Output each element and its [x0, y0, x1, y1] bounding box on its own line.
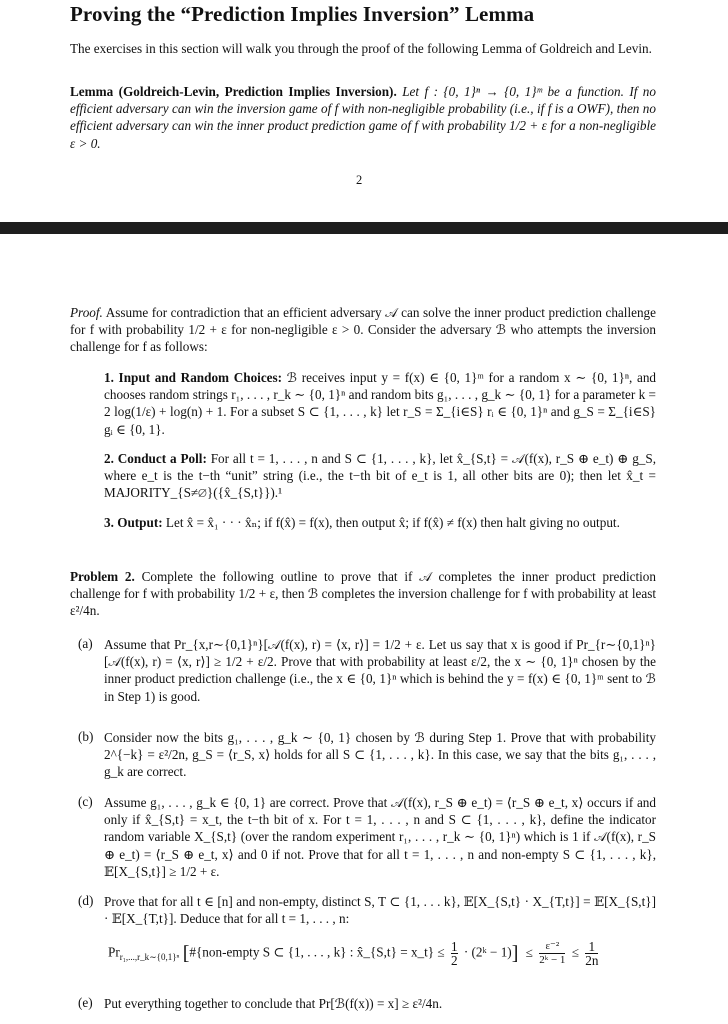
- lemma-block: [70, 83, 656, 152]
- eq-half-den: 2: [450, 953, 458, 968]
- step-2-text: For all t = 1, . . . , n and S ⊂ {1, . . . , k}, let x̂_{S,t} = 𝒜(f(x), r_S ⊕ e_t) ⊕ g_S, where e_t is the t−th “unit” string (i.e., the t−th bit of e_t is 1, all other bits are 0); then let x̂_t = MAJORITY_{S≠∅}({x̂_{S,t}}).¹: [104, 451, 657, 501]
- step-2-label: 2. Conduct a Poll:: [104, 451, 207, 466]
- eq-frac1-num: ε⁻²: [539, 940, 565, 954]
- proof-paragraph: [70, 304, 656, 356]
- part-e-label: (e): [78, 995, 93, 1010]
- section-title: Proving the “Prediction Implies Inversion” Lemma: [70, 2, 535, 26]
- display-equation: $Pr_{r_1,...,r\_k\sim\{0,1\}^n}$ [#{non-empty S ⊂ {1, . . . , k} : x̂_{S,t} = x_t} ≤ $\frac{1}{2}$ · (2ᵏ − 1)] ≤ $\frac{\text{ε⁻²}}{\text{2ᵏ − 1}}$ ≤ $\frac{1}{2n}$: [108, 939, 599, 968]
- step-1-text: ℬ receives input y = f(x) ∈ {0, 1}ᵐ for a random x ∼ {0, 1}ⁿ, and chooses random strings r₁, . . . , r_k ∼ {0, 1}ⁿ and random bits g₁, . . . , g_k ∼ {0, 1} for a parameter k = 2 log(1/ε) + log(n) + 1. For a subset S ⊂ {1, . . . , k} let r_S = Σ_{i∈S} rᵢ ∈ {0, 1}ⁿ and g_S = Σ_{i∈S} gᵢ ∈ {0, 1}.: [104, 370, 657, 437]
- page-1: [0, 0, 728, 222]
- step-3-label: 3. Output:: [104, 515, 163, 530]
- proof-label: Proof.: [70, 305, 103, 320]
- step-1-label: 1. Input and Random Choices:: [104, 370, 283, 385]
- proof-text: Assume for contradiction that an efficient adversary 𝒜 can solve the inner product prediction challenge for f with probability 1/2 + ε for non-negligible ε > 0. Consider the adversary ℬ who attempts the inversion challenge for f as follows:: [70, 305, 657, 355]
- step-2: [104, 450, 656, 502]
- eq-pr: Pr: [108, 944, 120, 960]
- part-a-text: Assume that Pr_{x,r∼{0,1}ⁿ}[𝒜(f(x), r) = ⟨x, r⟩] = 1/2 + ε. Let us say that x is good if Pr_{r∼{0,1}ⁿ}[𝒜(f(x), r) = ⟨x, r⟩] ≥ 1/2 + ε/2. Prove that with probability at least ε/2, the x ∼ {0, 1}ⁿ chosen by the inner product prediction challenge (i.e., the x ∈ {0, 1}ⁿ which is behind the y = f(x) ∈ {0, 1}ᵐ sent to ℬ in Step 1) is good.: [104, 637, 656, 704]
- part-d-text: Prove that for all t ∈ [n] and non-empty, distinct S, T ⊂ {1, . . . k}, 𝔼[X_{S,t} · X_{T,t}] = 𝔼[X_{S,t}] · 𝔼[X_{T,t}]. Deduce that for all t = 1, . . . , n:: [104, 894, 656, 927]
- part-e-text: Put everything together to conclude that Pr[ℬ(f(x)) = x] ≥ ε²/4n.: [104, 996, 443, 1011]
- eq-le-1: ≤: [525, 944, 533, 960]
- step-1: [104, 369, 656, 438]
- part-d-label: (d): [78, 893, 94, 908]
- page-divider: [0, 222, 728, 234]
- eq-frac2-den: 2n: [585, 953, 599, 968]
- eq-frac1-den: 2ᵏ − 1: [539, 954, 566, 966]
- page-number: 2: [356, 173, 363, 187]
- eq-pr-subscript: r₁,...,r_k∼{0,1}ⁿ: [119, 952, 180, 963]
- part-a-label: (a): [78, 636, 93, 651]
- problem-statement: [70, 568, 656, 620]
- lemma-text: Let f : {0, 1}ⁿ → {0, 1}ᵐ be a function. If no efficient adversary can win the inversion game of f with non-negligible probability (i.e., if f is a OWF), then no efficient adversary can win the inner product prediction game of f with probability 1/2 + ε for a non-negligible ε > 0.: [70, 84, 656, 151]
- problem-text: Complete the following outline to prove that if 𝒜 completes the inner product prediction challenge for f with probability 1/2 + ε, then ℬ completes the inversion challenge for f with probability at least ε²/4n.: [70, 569, 656, 619]
- part-c-label: (c): [78, 794, 93, 809]
- eq-mid: · (2ᵏ − 1): [463, 944, 512, 960]
- eq-le-2: ≤: [571, 944, 579, 960]
- step-3: [104, 514, 656, 531]
- part-b-label: (b): [78, 729, 94, 744]
- step-3-text: Let x̂ = x̂₁ · · · x̂ₙ; if f(x̂) = f(x), then output x̂; if f(x̂) ≠ f(x) then halt giving no output.: [165, 515, 620, 530]
- eq-body: #{non-empty S ⊂ {1, . . . , k} : x̂_{S,t} = x_t} ≤: [189, 944, 445, 960]
- intro-paragraph: The exercises in this section will walk you through the proof of the following Lemma of Goldreich and Levin.: [70, 41, 652, 56]
- eq-half-num: 1: [450, 939, 458, 954]
- problem-label: Problem 2.: [70, 569, 135, 584]
- eq-frac2-num: 1: [585, 940, 598, 954]
- part-c-text: Assume g₁, . . . , g_k ∈ {0, 1} are correct. Prove that 𝒜(f(x), r_S ⊕ e_t) = ⟨r_S ⊕ e_t, x⟩ occurs if and only if x̂_{S,t} = x_t, the t−th bit of x. For t = 1, . . . , n and S ⊂ {1, . . . , k}, define the indicator random variable X_{S,t} (over the random experiment r₁, . . . , r_k ∼ {0, 1}ⁿ) which is 1 if 𝒜(f(x), r_S ⊕ e_t) = ⟨r_S ⊕ e_t, x⟩ and 0 if not. Prove that for all t = 1, . . . , n and non-empty S ⊂ {1, . . . , k}, 𝔼[X_{S,t}] ≥ 1/2 + ε.: [104, 795, 656, 879]
- lemma-label: Lemma (Goldreich-Levin, Prediction Implies Inversion).: [70, 84, 397, 99]
- part-b-text: Consider now the bits g₁, . . . , g_k ∼ {0, 1} chosen by ℬ during Step 1. Prove that with probability 2^{−k} = ε²/2n, g_S = ⟨r_S, x⟩ holds for all S ⊂ {1, . . . , k}. In this case, we say that the bits g₁, . . . , g_k are correct.: [104, 730, 656, 780]
